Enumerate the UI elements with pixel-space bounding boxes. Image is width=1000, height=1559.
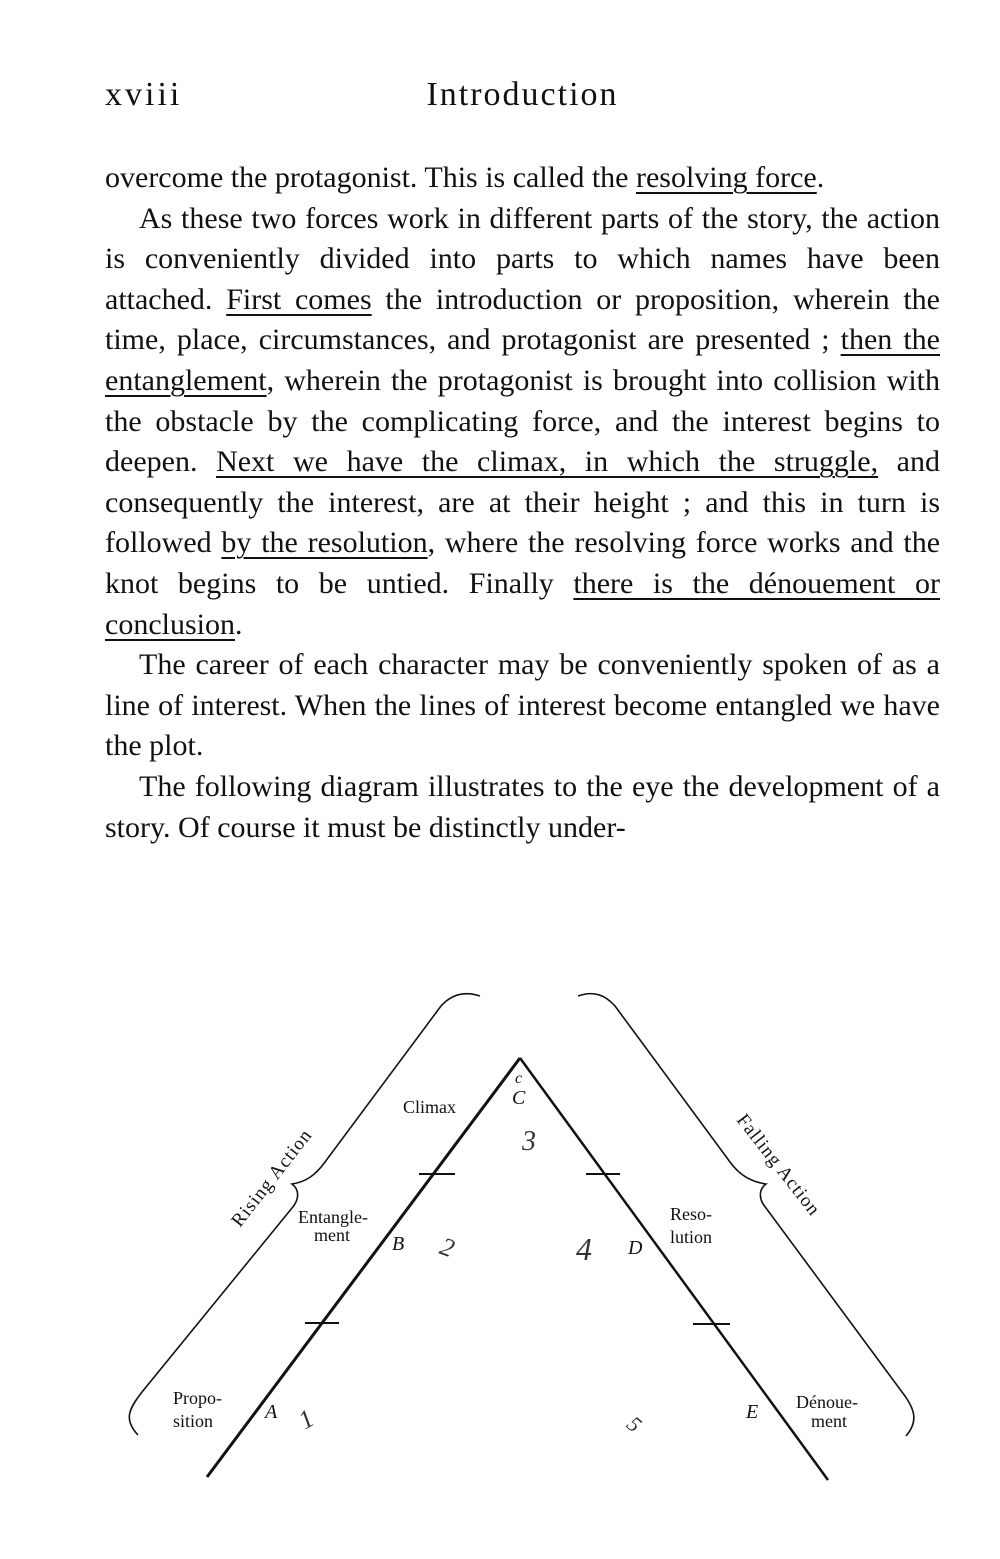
page-header: [105, 76, 940, 120]
p1-text-before: overcome the protagonist. This is called the: [105, 161, 636, 194]
label-entanglement-2: ment: [314, 1225, 350, 1245]
story-diagram: [0, 980, 1000, 1500]
label-entanglement-1: Entangle-: [298, 1207, 368, 1227]
label-denouement-1: Dénoue-: [796, 1392, 858, 1412]
annotation-2: 2: [436, 1231, 459, 1264]
p2-text-6: .: [234, 607, 243, 641]
annotation-4: 4: [576, 1231, 592, 1267]
rising-line: [207, 1058, 523, 1477]
p2-text-2: the introduction or proposition, wherein the time, place, circumstances, and protagonist are presented ;: [105, 282, 940, 357]
point-a: A: [265, 1401, 278, 1423]
paragraph-1: [105, 158, 940, 199]
underline-entanglement: then the entanglement: [105, 323, 940, 397]
p2-text-3: , wherein the protagonist is brought into collision with the obstacle by the complicating force, and the interest begins to deepen.: [105, 363, 940, 479]
p2-text-4: and consequently the interest, are at their height ; and this in turn is followed: [105, 445, 940, 560]
falling-line: [520, 1058, 828, 1480]
underline-denouement: there is the dénouement or conclusion: [105, 566, 940, 641]
label-proposition-2: sition: [173, 1411, 214, 1431]
point-b: B: [392, 1233, 405, 1255]
p1-text-after: .: [816, 161, 825, 194]
point-d: D: [628, 1237, 643, 1259]
annotation-1: 1: [293, 1403, 320, 1436]
p2-text-5: , where the resolving force works and the knot begins to be untied. Finally: [105, 526, 941, 600]
annotation-3: 3: [522, 1126, 536, 1157]
body-text: [105, 158, 940, 848]
label-proposition-1: Propo-: [173, 1388, 222, 1408]
label-climax: Climax: [403, 1097, 456, 1117]
label-falling-action: Falling Action: [732, 1110, 825, 1221]
underline-climax: Next we have the climax, in which the struggle,: [216, 445, 879, 479]
label-denouement-2: ment: [811, 1411, 847, 1431]
running-title: Introduction: [426, 76, 619, 113]
page-number: xviii: [105, 76, 183, 113]
paragraph-4: The following diagram illustrates to the eye the development of a story. Of course it must be distinctly under-: [105, 769, 940, 844]
paragraph-3: The career of each character may be conveniently spoken of as a line of interest. When the lines of interest become entangled we have the plot.: [105, 648, 940, 763]
label-rising-action: Rising Action: [227, 1125, 317, 1232]
underline-first-comes: First comes: [226, 282, 372, 316]
point-c-small: c: [515, 1070, 523, 1087]
annotation-5: 5: [622, 1410, 647, 1438]
label-resolution-1: Reso-: [670, 1204, 712, 1224]
point-e: E: [746, 1401, 759, 1423]
p2-text-1: As these two forces work in different parts of the story, the action is conveniently divided into parts to which names have been attached.: [105, 201, 940, 316]
label-resolution-2: lution: [670, 1227, 713, 1247]
underline-resolution: by the resolution: [221, 526, 428, 560]
point-c: C: [512, 1087, 526, 1109]
paragraph-2: [105, 199, 940, 646]
underline-resolving-force: resolving force: [635, 161, 817, 194]
